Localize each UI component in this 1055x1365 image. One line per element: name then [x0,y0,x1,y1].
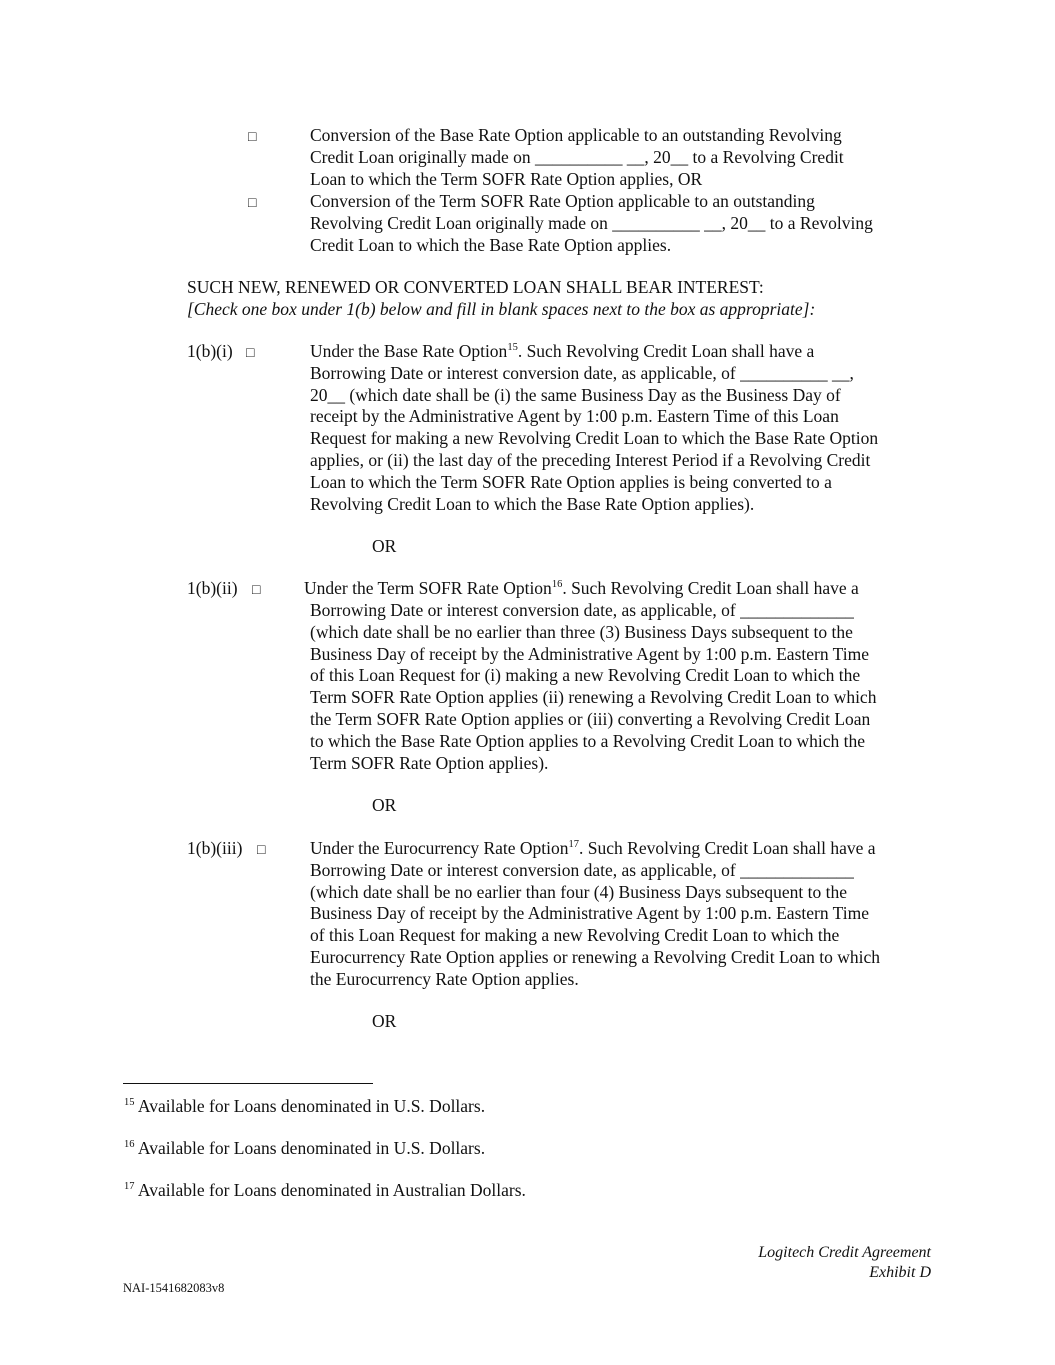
footnote-divider [123,1083,373,1084]
footnote-ref-17[interactable]: 17 [568,839,580,851]
footnote-16 [124,1138,485,1160]
text-line: Conversion of the Base Rate Option applicable to an outstanding Revolving [310,125,842,145]
footnote-text: Available for Loans denominated in Australian Dollars. [134,1180,526,1200]
footnote-text: Available for Loans denominated in U.S. Dollars. [134,1138,486,1158]
text-fragment: . Such Revolving Credit Loan shall have a [562,578,859,598]
option-1biii-text [310,838,880,991]
text-line [310,341,878,363]
text-line: Loan to which the Term SOFR Rate Option applies, OR [310,168,703,189]
text-line: Request for making a new Revolving Credit Loan to which the Base Rate Option [310,428,879,449]
text-line: Business Day of receipt by the Administrative Agent by 1:00 p.m. Eastern Time [310,643,869,664]
conversion-2-checkbox[interactable]: □ [248,196,257,211]
option-1bii-text [310,600,876,774]
text-line: of this Loan Request for (i) making a new Revolving Credit Loan to which the [310,665,861,686]
text-line: receipt by the Administrative Agent by 1:00 p.m. Eastern Time of this Loan [310,406,839,427]
option-1bii-first-line [304,578,859,600]
text-line [304,578,859,600]
footnote-17 [124,1180,526,1202]
conversion-2-text [310,191,873,256]
option-1bi-checkbox[interactable]: □ [246,346,255,361]
or-separator: OR [372,536,397,556]
text-line: Term SOFR Rate Option applies). [310,752,549,773]
text-line: Credit Loan to which the Base Rate Option applies. [310,234,672,255]
text-line: of this Loan Request for making a new Revolving Credit Loan to which the [310,925,840,946]
document-id: NAI-1541682083v8 [123,1281,225,1295]
text-line: 20__ (which date shall be (i) the same Business Day as the Business Day of [310,384,841,405]
text-line: Revolving Credit Loan to which the Base Rate Option applies). [310,493,755,514]
footnote-15 [124,1096,485,1118]
footnote-number: 15 [124,1097,135,1109]
text-line: the Term SOFR Rate Option applies or (iii) converting a Revolving Credit Loan [310,708,871,729]
footnote-text: Available for Loans denominated in U.S. Dollars. [134,1096,486,1116]
option-title: Under the Base Rate Option [310,341,508,361]
option-label-1bii: 1(b)(ii) [187,578,238,598]
text-line: Business Day of receipt by the Administrative Agent by 1:00 p.m. Eastern Time [310,903,869,924]
option-title: Under the Term SOFR Rate Option [304,578,552,598]
text-line: Borrowing Date or interest conversion date, as applicable, of __________ __, [310,362,854,383]
option-1biii-checkbox[interactable]: □ [257,843,266,858]
footnote-number: 16 [124,1139,135,1151]
text-line: Borrowing Date or interest conversion date, as applicable, of _____________ [310,600,854,620]
text-line: Credit Loan originally made on __________ __, 20__ to a Revolving Credit [310,146,844,167]
footer-title: Logitech Credit Agreement [758,1244,931,1261]
option-label-1biii: 1(b)(iii) [187,838,243,858]
footnote-ref-16[interactable]: 16 [551,579,563,591]
interest-instruction: [Check one box under 1(b) below and fill in blank spaces next to the box as appropriate]: [187,299,816,319]
or-separator: OR [372,1011,397,1031]
text-line: the Eurocurrency Rate Option applies. [310,968,579,989]
text-line: Revolving Credit Loan originally made on __________ __, 20__ to a Revolving [310,212,873,233]
text-line: Loan to which the Term SOFR Rate Option applies is being converted to a [310,471,832,492]
option-1bi-text [310,341,878,515]
or-separator: OR [372,795,397,815]
text-line: (which date shall be no earlier than three (3) Business Days subsequent to the [310,621,853,642]
text-line: to which the Base Rate Option applies to a Revolving Credit Loan to which the [310,730,866,751]
interest-heading: SUCH NEW, RENEWED OR CONVERTED LOAN SHALL BEAR INTEREST: [187,277,764,297]
text-line [310,838,880,860]
conversion-1-checkbox[interactable]: □ [248,130,257,145]
option-label-1bi: 1(b)(i) [187,341,233,361]
text-fragment: . Such Revolving Credit Loan shall have a [579,838,876,858]
option-1bii-checkbox[interactable]: □ [252,583,261,598]
footnote-number: 17 [124,1181,135,1193]
text-line: Eurocurrency Rate Option applies or renewing a Revolving Credit Loan to which [310,946,881,967]
text-line: applies, or (ii) the last day of the preceding Interest Period if a Revolving Credit [310,449,871,470]
text-line: Borrowing Date or interest conversion date, as applicable, of _____________ [310,859,854,880]
footer-exhibit: Exhibit D [869,1264,931,1281]
text-line: Term SOFR Rate Option applies (ii) renewing a Revolving Credit Loan to which [310,687,877,708]
text-line: Conversion of the Term SOFR Rate Option applicable to an outstanding [310,191,815,211]
conversion-1-text [310,125,844,190]
footnote-ref-15[interactable]: 15 [507,342,518,354]
text-fragment: . Such Revolving Credit Loan shall have a [517,341,815,361]
option-title: Under the Eurocurrency Rate Option [310,838,569,858]
text-line: (which date shall be no earlier than four (4) Business Days subsequent to the [310,881,848,902]
